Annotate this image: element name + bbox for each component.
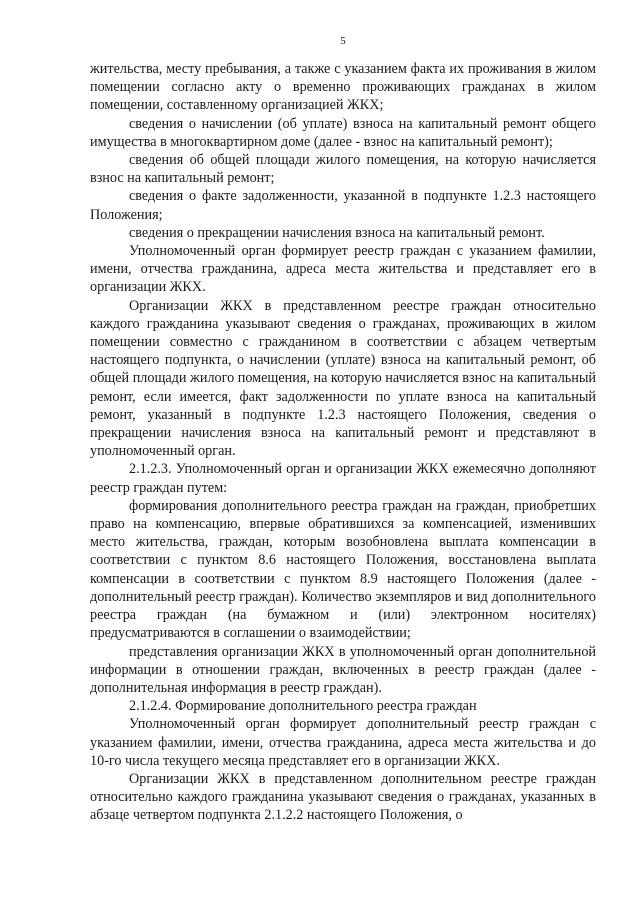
paragraph: формирования дополнительного реестра граждан на граждан, приобретших право на компенсацию, впервые обратившихся за компенсацией, изменивших место жительства, граждан, которым возобновлена выплата компенсации в соответствии с пунктом 8.6 настоящего Положения, восстановлена выплата компенсации в соответствии с пунктом 8.9 настоящего Положения (далее - дополнительный реестр граждан). Количество экземпляров и вид дополнительного реестра граждан (на бумажном и (или) электронном носителях) предусматриваются в соглашении о взаимодействии;: [90, 497, 596, 642]
paragraph: сведения о начислении (об уплате) взноса на капитальный ремонт общего имущества в многоквартирном доме (далее - взнос на капитальный ремонт);: [90, 115, 596, 150]
paragraph: жительства, месту пребывания, а также с указанием факта их проживания в жилом помещении согласно акту о временно проживающих гражданах в жилом помещении, составленному организацией ЖКХ;: [90, 61, 596, 114]
paragraph: сведения о прекращении начисления взноса на капитальный ремонт.: [129, 224, 545, 241]
paragraph: 2.1.2.4. Формирование дополнительного реестра граждан: [129, 698, 477, 715]
paragraph: Уполномоченный орган формирует реестр граждан с указанием фамилии, имени, отчества гражданина, адреса места жительства и представляет его в организации ЖКХ.: [90, 243, 596, 296]
paragraph: представления организации ЖКХ в уполномоченный орган дополнительной информации в отношении граждан, включенных в реестр граждан (далее - дополнительная информация в реестр граждан).: [90, 643, 596, 696]
paragraph: 2.1.2.3. Уполномоченный орган и организации ЖКХ ежемесячно дополняют реестр граждан путем:: [90, 461, 596, 496]
document-page: [90, 34, 596, 825]
paragraph: сведения об общей площади жилого помещения, на которую начисляется взнос на капитальный ремонт;: [90, 152, 596, 187]
document-body: [90, 60, 596, 825]
paragraph: Организации ЖКХ в представленном реестре граждан относительно каждого гражданина указывают сведения о гражданах, проживающих в жилом помещении совместно с гражданином в соответствии с абзацем четвертым настоящего подпункта, о начислении (уплате) взноса на капитальный ремонт, об общей площади жилого помещения, на которую начисляется взнос на капитальный ремонт, если имеется, факт задолженности по уплате взноса на капитальный ремонт, указанный в подпункте 1.2.3 настоящего Положения, сведения о прекращении начисления взноса на капитальный ремонт и представляют в уполномоченный орган.: [90, 297, 596, 460]
paragraph: Уполномоченный орган формирует дополнительный реестр граждан с указанием фамилии, имени, отчества гражданина, адреса места жительства и до 10-го числа текущего месяца представляет его в организации ЖКХ.: [90, 716, 596, 769]
paragraph: сведения о факте задолженности, указанной в подпункте 1.2.3 настоящего Положения;: [90, 188, 596, 223]
page-number: 5: [340, 35, 346, 47]
paragraph: Организации ЖКХ в представленном дополнительном реестре граждан относительно каждого гражданина указывают сведения о гражданах, указанных в абзаце четвертом подпункта 2.1.2.2 настоящего Положения, о: [90, 770, 596, 824]
